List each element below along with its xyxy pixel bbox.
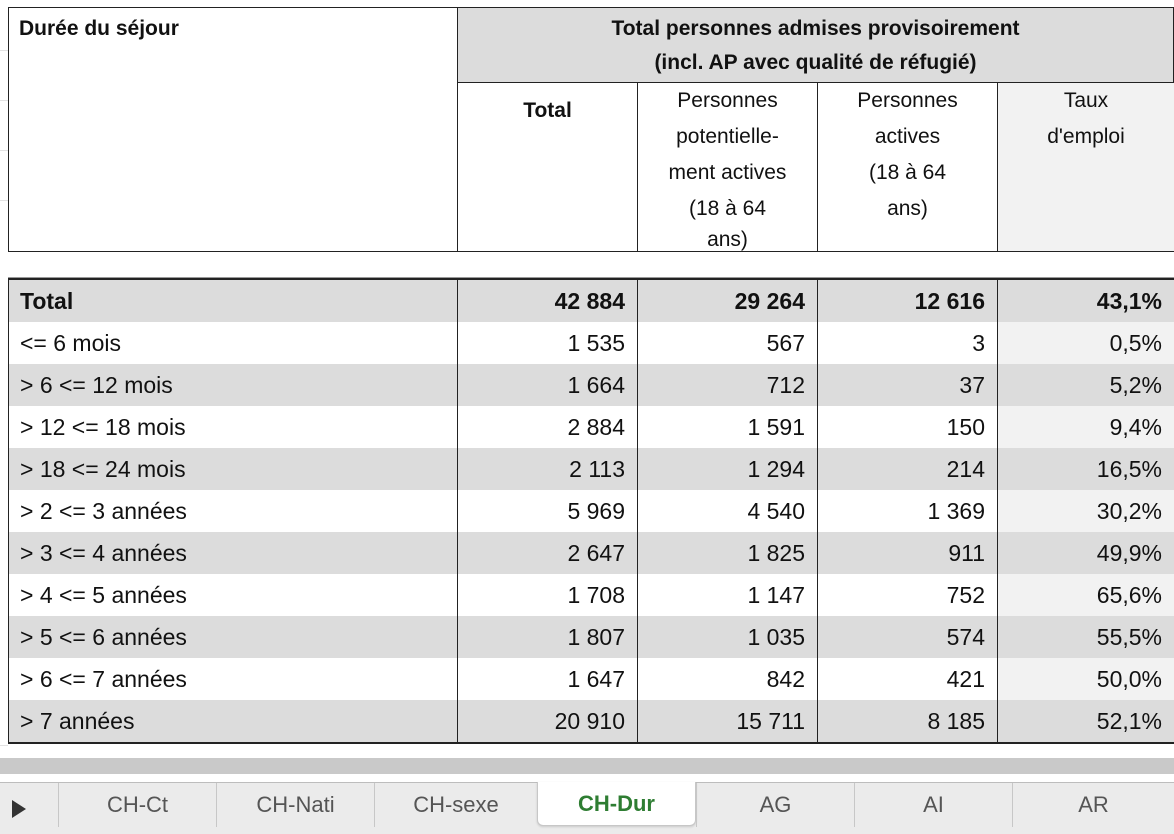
cell-active: 421 (817, 658, 997, 700)
blank-row[interactable] (8, 252, 1174, 278)
tab-label: CH-Dur (578, 791, 655, 816)
group-header[interactable] (457, 7, 1174, 83)
cell-total: 1 807 (457, 616, 637, 658)
cell-total: 20 910 (457, 700, 637, 742)
cell-potential: 567 (637, 322, 817, 364)
cell-total: 1 708 (457, 574, 637, 616)
cell-total: 1 647 (457, 658, 637, 700)
cell-rate: 50,0% (997, 658, 1174, 700)
cell-rate: 30,2% (997, 490, 1174, 532)
active-header-line: actives (874, 125, 941, 148)
horizontal-scrollbar[interactable] (0, 758, 1174, 774)
cell-rate: 5,2% (997, 364, 1174, 406)
cell-rate: 65,6% (997, 574, 1174, 616)
cell-rate: 43,1% (997, 280, 1174, 322)
potential-column-header[interactable] (637, 83, 817, 252)
cell-active: 752 (817, 574, 997, 616)
rate-header-line: Taux (1063, 89, 1109, 112)
table-row-total[interactable] (8, 278, 1174, 322)
cell-active: 574 (817, 616, 997, 658)
cell-total: 2 647 (457, 532, 637, 574)
cell-potential: 1 591 (637, 406, 817, 448)
tab-ch-dur[interactable] (537, 782, 696, 826)
row-label: > 7 années (8, 700, 457, 742)
group-header-line1: Total personnes admises provisoirement (611, 17, 1020, 40)
active-column-header[interactable] (817, 83, 997, 252)
cell-total: 1 664 (457, 364, 637, 406)
cell-potential: 1 147 (637, 574, 817, 616)
cell-total: 2 884 (457, 406, 637, 448)
row-label: > 4 <= 5 années (8, 574, 457, 616)
row-gridline (0, 200, 8, 201)
cell-active: 3 (817, 322, 997, 364)
row-label: > 2 <= 3 années (8, 490, 457, 532)
cell-total: 2 113 (457, 448, 637, 490)
cell-rate: 55,5% (997, 616, 1174, 658)
cell-total: 5 969 (457, 490, 637, 532)
potential-header-line: ment actives (668, 161, 787, 184)
tab-label: AR (1078, 792, 1109, 817)
table-row[interactable] (8, 616, 1174, 658)
cell-potential: 4 540 (637, 490, 817, 532)
row-gridline (0, 150, 8, 151)
duration-header[interactable] (8, 7, 457, 252)
cell-potential: 29 264 (637, 280, 817, 322)
cell-active: 8 185 (817, 700, 997, 742)
group-header-line2: (incl. AP avec qualité de réfugié) (654, 51, 977, 74)
cell-potential: 15 711 (637, 700, 817, 742)
tab-label: AG (759, 792, 792, 817)
tab-label: AI (923, 792, 944, 817)
rate-column-header[interactable] (997, 83, 1174, 252)
rate-header-line: d'emploi (1047, 125, 1125, 148)
potential-header-line: ans) (707, 228, 748, 251)
table-row[interactable] (8, 448, 1174, 490)
cell-rate: 49,9% (997, 532, 1174, 574)
table-row[interactable] (8, 322, 1174, 364)
tab-label: CH-Ct (106, 792, 169, 817)
cell-active: 214 (817, 448, 997, 490)
cell-potential: 1 294 (637, 448, 817, 490)
row-label: > 5 <= 6 années (8, 616, 457, 658)
cell-rate: 9,4% (997, 406, 1174, 448)
row-label: Total (8, 280, 457, 322)
row-gridline (0, 100, 8, 101)
table-row[interactable] (8, 406, 1174, 448)
tab-ch-nati[interactable] (216, 783, 374, 827)
cell-rate: 52,1% (997, 700, 1174, 742)
table-row[interactable] (8, 532, 1174, 574)
table-row[interactable] (8, 490, 1174, 532)
duration-header-label: Durée du séjour (19, 17, 179, 40)
tab-scroll-button[interactable] (0, 783, 58, 834)
cell-total: 42 884 (457, 280, 637, 322)
table-body (8, 278, 1174, 744)
tab-ch-sexe[interactable] (374, 783, 537, 827)
tab-ar[interactable] (1012, 783, 1174, 827)
row-gridline (0, 50, 8, 51)
row-label: > 12 <= 18 mois (8, 406, 457, 448)
cell-active: 1 369 (817, 490, 997, 532)
cell-rate: 0,5% (997, 322, 1174, 364)
tab-ag[interactable] (696, 783, 854, 827)
cell-active: 37 (817, 364, 997, 406)
cell-total: 1 535 (457, 322, 637, 364)
tab-ch-ct[interactable] (58, 783, 216, 827)
cell-active: 911 (817, 532, 997, 574)
row-label: > 3 <= 4 années (8, 532, 457, 574)
table-row[interactable] (8, 658, 1174, 700)
cell-active: 150 (817, 406, 997, 448)
potential-header-line: (18 à 64 (688, 197, 767, 220)
tab-label: CH-sexe (413, 792, 499, 817)
active-header-line: ans) (887, 197, 928, 220)
sheet-tab-bar (0, 782, 1174, 834)
cell-potential: 1 825 (637, 532, 817, 574)
row-label: <= 6 mois (8, 322, 457, 364)
cell-potential: 1 035 (637, 616, 817, 658)
table-row[interactable] (8, 700, 1174, 744)
cell-active: 12 616 (817, 280, 997, 322)
row-gridline (0, 745, 8, 746)
table-row[interactable] (8, 574, 1174, 616)
potential-header-line: Personnes (677, 89, 778, 112)
active-header-line: Personnes (857, 89, 958, 112)
tab-label: CH-Nati (256, 792, 335, 817)
play-triangle-icon (12, 800, 26, 818)
cell-potential: 842 (637, 658, 817, 700)
potential-header-line: potentielle- (676, 125, 779, 148)
cell-rate: 16,5% (997, 448, 1174, 490)
table-row[interactable] (8, 364, 1174, 406)
total-column-label: Total (523, 99, 572, 122)
row-label: > 18 <= 24 mois (8, 448, 457, 490)
row-label: > 6 <= 12 mois (8, 364, 457, 406)
active-header-line: (18 à 64 (868, 161, 947, 184)
cell-potential: 712 (637, 364, 817, 406)
tab-ai[interactable] (854, 783, 1012, 827)
row-label: > 6 <= 7 années (8, 658, 457, 700)
total-column-header[interactable] (457, 83, 637, 252)
